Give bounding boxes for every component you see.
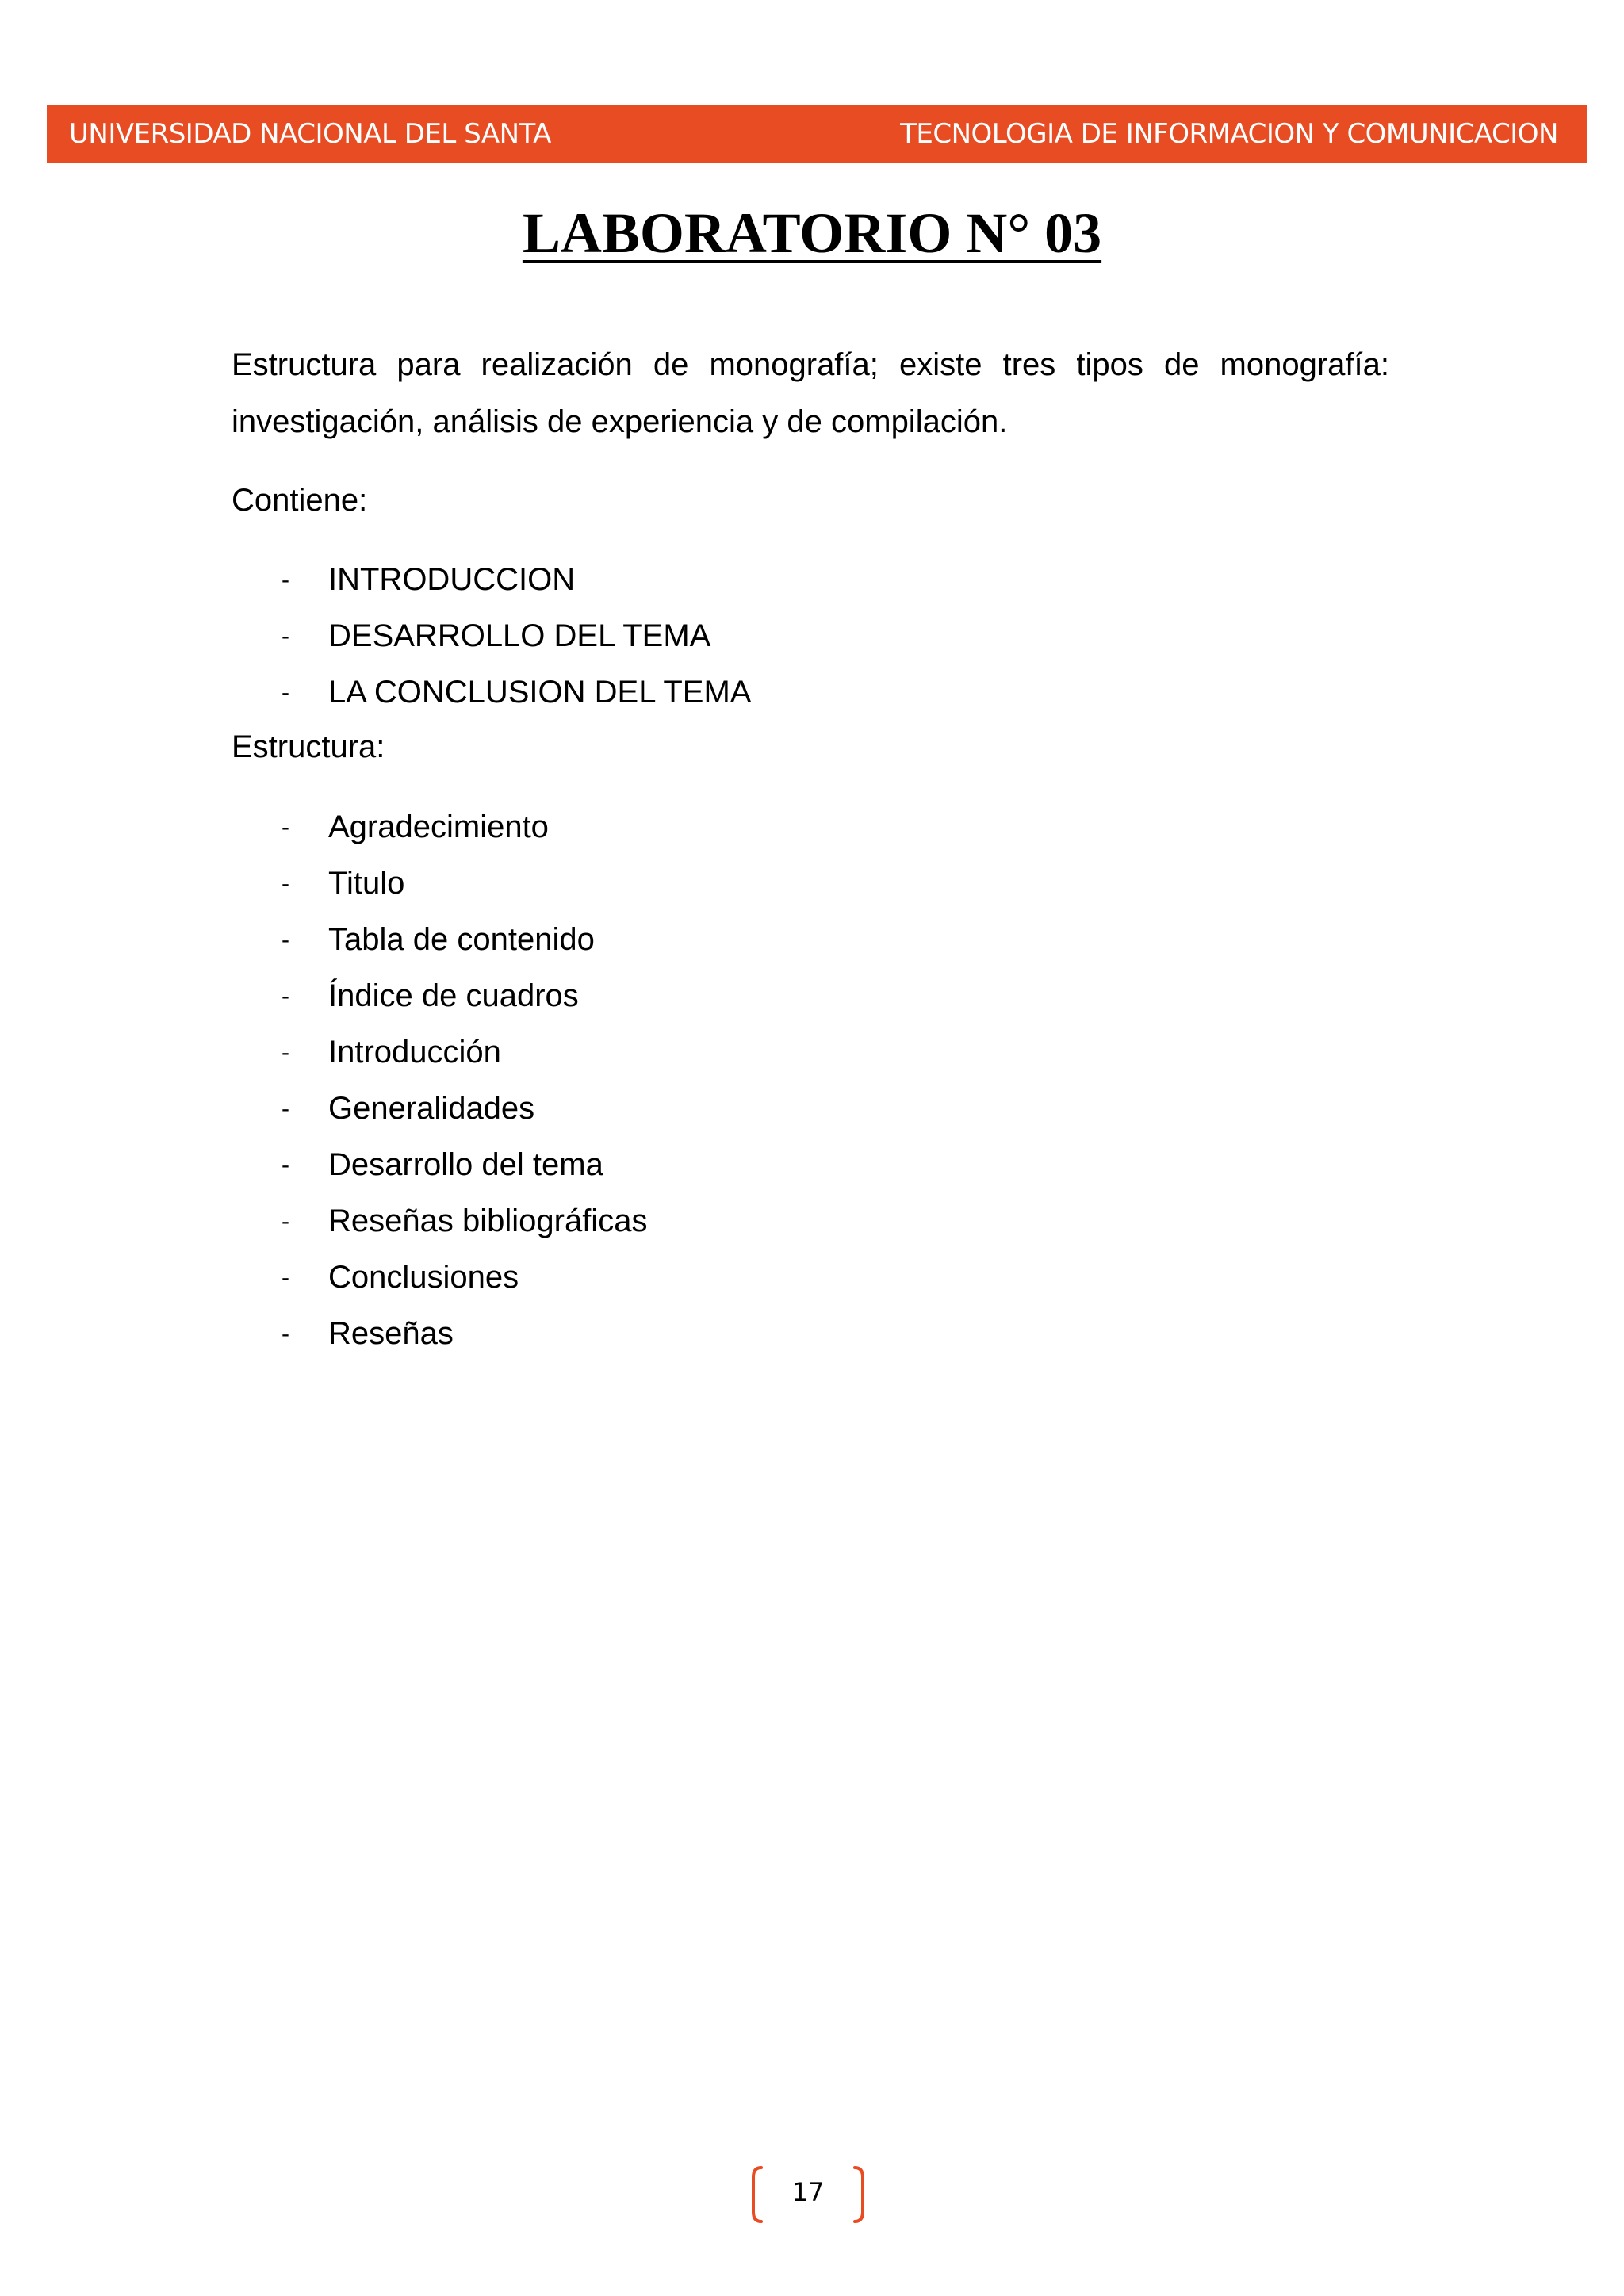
list-dash: - [282, 679, 289, 706]
page-title: LABORATORIO N° 03 [522, 201, 1102, 265]
list-dash: - [282, 1321, 289, 1347]
header-bar [47, 105, 1587, 163]
contiene-list [282, 552, 751, 721]
list-item: - Índice de cuadros [282, 968, 647, 1024]
list-dash: - [282, 1096, 289, 1122]
list-dash: - [282, 871, 289, 897]
header-course: TECNOLOGIA DE INFORMACION Y COMUNICACION [900, 118, 1558, 150]
list-item: - Titulo [282, 855, 647, 912]
list-dash: - [282, 983, 289, 1009]
list-dash: - [282, 1208, 289, 1234]
list-dash: - [282, 1152, 289, 1178]
list-dash: - [282, 623, 289, 649]
list-item: - DESARROLLO DEL TEMA [282, 608, 751, 664]
page-number [749, 2164, 868, 2225]
list-item: - LA CONCLUSION DEL TEMA [282, 664, 751, 721]
list-dash: - [282, 927, 289, 953]
list-item: - INTRODUCCION [282, 552, 751, 608]
intro-paragraph: Estructura para realización de monografía; existe tres tipos de monografía: investigación, análisis de experiencia y de compilación. [232, 347, 1389, 439]
header-university: UNIVERSIDAD NACIONAL DEL SANTA [69, 118, 551, 150]
contiene-label: Contiene: [232, 483, 368, 518]
list-dash: - [282, 1039, 289, 1066]
estructura-list [282, 799, 647, 1362]
page-number-text: 17 [791, 2177, 825, 2207]
estructura-label: Estructura: [232, 729, 385, 764]
list-item: - Tabla de contenido [282, 912, 647, 968]
list-item: - Generalidades [282, 1081, 647, 1137]
list-item: - Reseñas [282, 1306, 647, 1362]
list-dash: - [282, 567, 289, 593]
list-item: - Agradecimiento [282, 799, 647, 855]
list-item: - Conclusiones [282, 1249, 647, 1306]
list-item: - Reseñas bibliográficas [282, 1193, 647, 1249]
list-dash: - [282, 814, 289, 840]
list-item: - Introducción [282, 1024, 647, 1081]
list-item: - Desarrollo del tema [282, 1137, 647, 1193]
list-dash: - [282, 1265, 289, 1291]
